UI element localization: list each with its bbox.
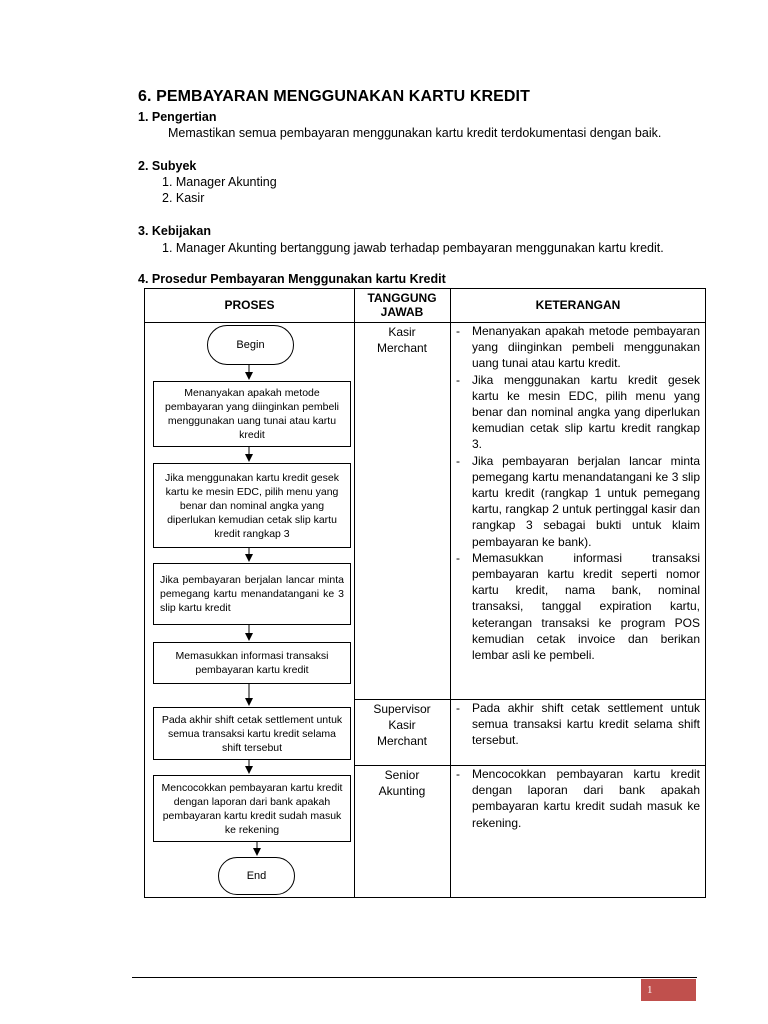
flow-step-box: Jika pembayaran berjalan lancar minta pemegang kartu menandatangani ke 3 slip kartu kredit bbox=[153, 563, 351, 625]
note-item bbox=[456, 323, 700, 372]
note-item bbox=[456, 550, 700, 663]
note-text: Mencocokkan pembayaran kartu kredit dengan laporan dari bank apakah pembayaran kartu kredit sudah masuk ke rekening. bbox=[472, 767, 700, 830]
note-dash: - bbox=[456, 550, 460, 565]
page-title: 6. PEMBAYARAN MENGGUNAKAN KARTU KREDIT bbox=[138, 88, 530, 105]
header-keterangan: KETERANGAN bbox=[535, 298, 621, 312]
flow-begin-terminal: Begin bbox=[207, 325, 294, 365]
responsible-cell: Senior Akunting bbox=[378, 768, 426, 798]
section-heading-prosedur: 4. Prosedur Pembayaran Menggunakan kartu Kredit bbox=[138, 272, 446, 286]
notes-cell bbox=[456, 766, 700, 831]
note-item bbox=[456, 766, 700, 831]
flow-end-terminal: End bbox=[218, 857, 295, 895]
note-text: Memasukkan informasi transaksi pembayaran kartu kredit seperti nomor kartu kredit, nama bank, nominal transaksi, tanggal expiration kartu, keterangan transaksi ke program POS kemudian cetak invoice dan berikan lembar asli ke pembeli. bbox=[472, 550, 700, 663]
note-dash: - bbox=[456, 701, 460, 715]
footer-rule bbox=[132, 977, 697, 978]
note-item bbox=[456, 372, 700, 453]
note-text: Jika menggunakan kartu kredit gesek kartu ke mesin EDC, pilih menu yang benar dan nominal angka yang diperlukan kemudian cetak slip kartu kredit rangkap 3. bbox=[472, 372, 700, 452]
header-tanggung-jawab: TANGGUNG JAWAB bbox=[367, 291, 437, 319]
note-dash: - bbox=[456, 453, 460, 468]
section-heading-kebijakan: 3. Kebijakan bbox=[138, 224, 211, 238]
note-text: Jika pembayaran berjalan lancar minta pemegang kartu menandatangani ke 3 slip kartu kredit (rangkap 1 untuk pemegang kartu, rangkap 2 untuk pertinggal kasir dan rangkap 3 sebagai bukti untuk klaim pembayaran ke bank). bbox=[472, 453, 700, 549]
responsible-cell: Supervisor Kasir Merchant bbox=[373, 702, 431, 748]
note-text: Menanyakan apakah metode pembayaran yang diinginkan pembeli menggunakan uang tunai atau kartu kredit. bbox=[472, 324, 700, 371]
note-text: Pada akhir shift cetak settlement untuk semua transaksi kartu kredit selama shift tersebut. bbox=[472, 701, 700, 748]
flow-step-box: Pada akhir shift cetak settlement untuk semua transaksi kartu kredit selama shift tersebut bbox=[153, 707, 351, 760]
header-proses: PROSES bbox=[224, 298, 275, 312]
table-column-divider bbox=[450, 289, 451, 897]
notes-cell bbox=[456, 323, 700, 663]
flow-step-box: Memasukkan informasi transaksi pembayaran kartu kredit bbox=[153, 642, 351, 684]
section-heading-subyek: 2. Subyek bbox=[138, 159, 197, 173]
kebijakan-item: 1. Manager Akunting bertanggung jawab terhadap pembayaran menggunakan kartu kredit. bbox=[162, 241, 664, 255]
section-heading-pengertian: 1. Pengertian bbox=[138, 110, 217, 124]
notes-cell bbox=[456, 700, 700, 749]
page-number: 1 bbox=[641, 979, 696, 1001]
flow-step-box: Jika menggunakan kartu kredit gesek kartu ke mesin EDC, pilih menu yang benar dan nominal angka yang diperlukan kemudian cetak slip kartu kredit rangkap 3 bbox=[153, 463, 351, 548]
note-dash: - bbox=[456, 324, 460, 338]
table-column-divider bbox=[354, 289, 355, 897]
note-item bbox=[456, 700, 700, 749]
flow-step-box: Mencocokkan pembayaran kartu kredit dengan laporan dari bank apakah pembayaran kartu kredit sudah masuk ke rekening bbox=[153, 775, 351, 842]
subyek-item: 2. Kasir bbox=[162, 191, 205, 205]
note-dash: - bbox=[456, 372, 460, 387]
subyek-item: 1. Manager Akunting bbox=[162, 175, 277, 189]
responsible-cell: Kasir Merchant bbox=[376, 325, 428, 355]
note-item bbox=[456, 453, 700, 550]
pengertian-text: Memastikan semua pembayaran menggunakan kartu kredit terdokumentasi dengan baik. bbox=[168, 126, 662, 140]
note-dash: - bbox=[456, 767, 460, 781]
flow-step-box: Menanyakan apakah metode pembayaran yang diinginkan pembeli menggunakan uang tunai atau kartu kredit bbox=[153, 381, 351, 447]
